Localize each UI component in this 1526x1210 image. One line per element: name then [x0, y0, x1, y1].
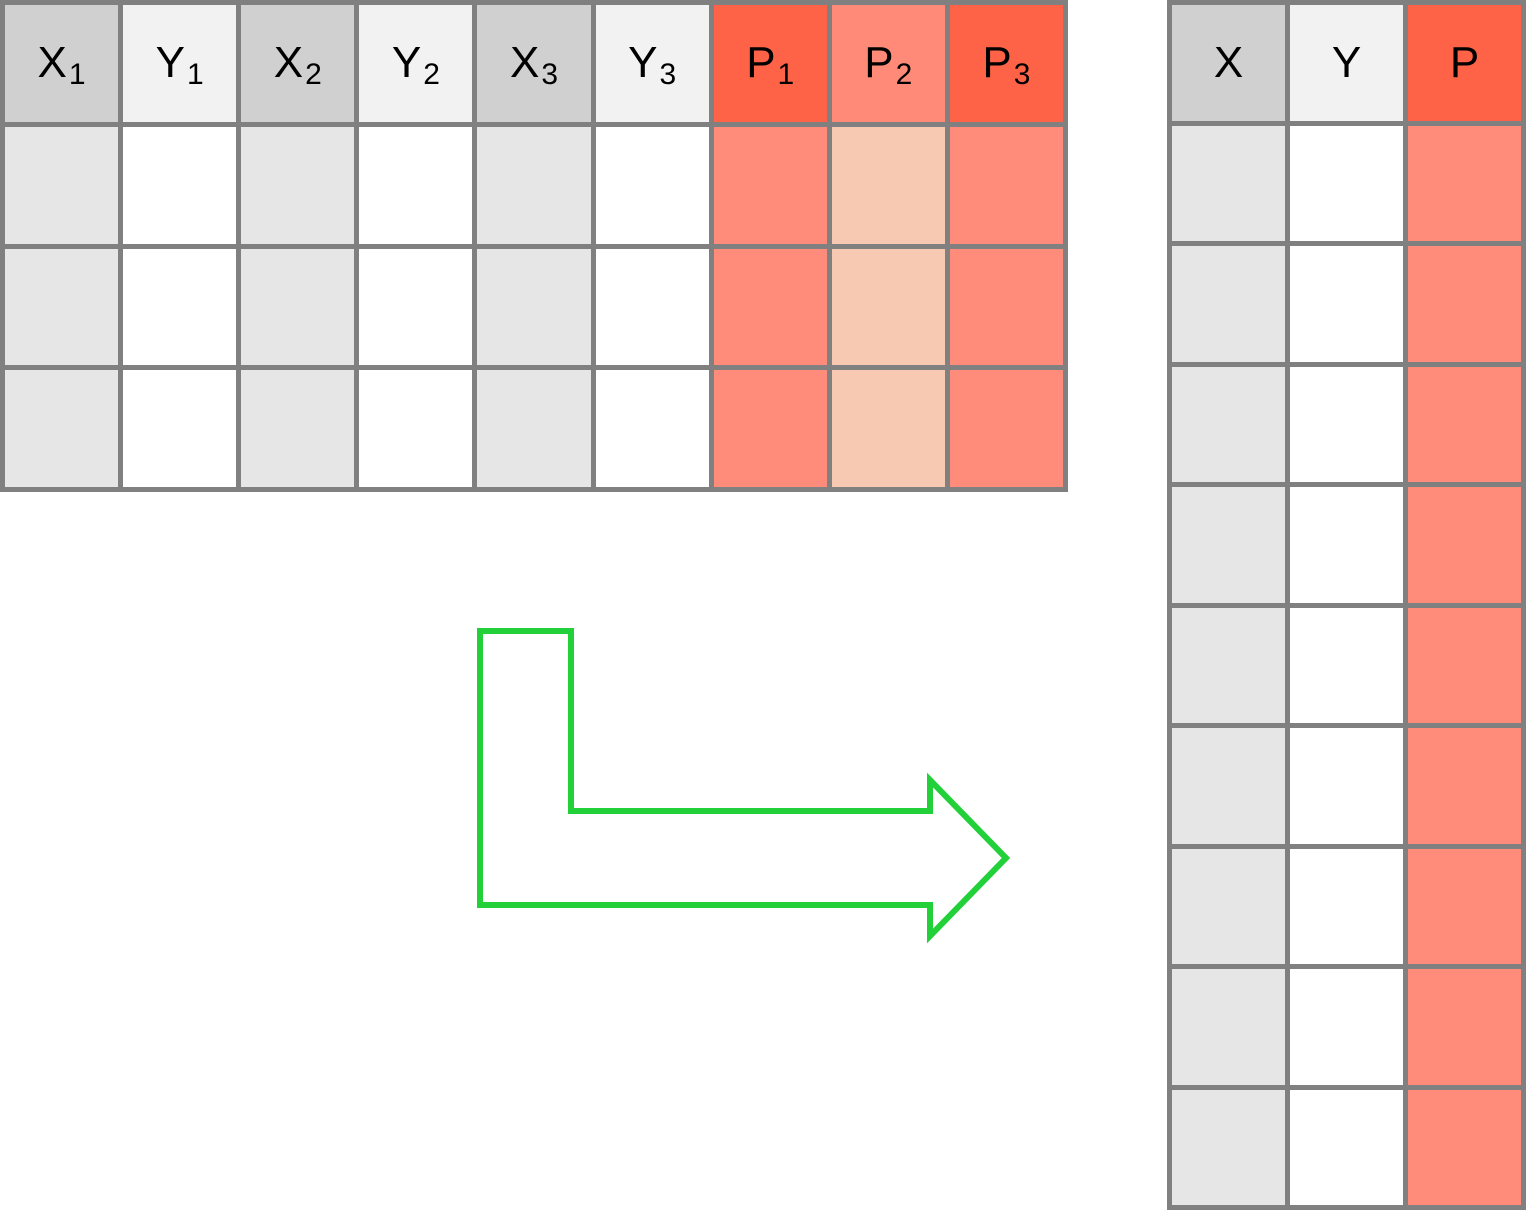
long-cell-p: [1408, 487, 1521, 603]
long-cell-x: [1172, 367, 1285, 483]
wide-header-p1: [714, 5, 827, 122]
long-cell-y: [1290, 728, 1403, 844]
wide-cell-x2: [241, 127, 354, 244]
header-label: X: [273, 38, 304, 88]
long-cell-p: [1408, 849, 1521, 965]
header-subscript: 1: [68, 58, 86, 92]
wide-cell-p1: [714, 249, 827, 366]
wide-cell-y2: [359, 249, 472, 366]
long-cell-p: [1408, 367, 1521, 483]
long-cell-x: [1172, 126, 1285, 242]
wide-header-x2: [241, 5, 354, 122]
header-subscript: 2: [895, 58, 913, 92]
long-cell-p: [1408, 246, 1521, 362]
header-label: P: [1449, 37, 1480, 87]
wide-cell-y2: [359, 127, 472, 244]
wide-cell-x1: [5, 127, 118, 244]
long-cell-p: [1408, 969, 1521, 1085]
header-subscript: 3: [1013, 58, 1031, 92]
wide-cell-x3: [477, 249, 590, 366]
wide-cell-p3: [950, 249, 1063, 366]
long-header-y: [1290, 5, 1403, 121]
header-label: P: [982, 38, 1012, 88]
long-cell-p: [1408, 728, 1521, 844]
long-cell-p: [1408, 608, 1521, 724]
header-subscript: 2: [305, 58, 322, 92]
header-label: P: [864, 38, 894, 88]
wide-cell-x3: [477, 370, 590, 487]
header-subscript: 3: [541, 58, 559, 92]
long-cell-x: [1172, 487, 1285, 603]
header-label: P: [746, 38, 776, 88]
wide-cell-y1: [123, 370, 236, 487]
long-header-x: [1172, 5, 1285, 121]
wide-cell-x1: [5, 370, 118, 487]
wide-cell-x3: [477, 127, 590, 244]
header-subscript: 2: [423, 58, 440, 92]
wide-format-table: [0, 0, 1068, 492]
wide-header-p3: [950, 5, 1063, 122]
bent-arrow-right-icon: [470, 620, 1020, 950]
header-label: Y: [391, 38, 422, 88]
long-cell-x: [1172, 608, 1285, 724]
long-cell-x: [1172, 849, 1285, 965]
wide-cell-p1: [714, 127, 827, 244]
long-cell-y: [1290, 487, 1403, 603]
wide-cell-x2: [241, 370, 354, 487]
header-subscript: 1: [777, 58, 795, 92]
long-cell-y: [1290, 367, 1403, 483]
wide-cell-p2: [832, 127, 945, 244]
long-cell-y: [1290, 969, 1403, 1085]
wide-header-y2: [359, 5, 472, 122]
header-label: X: [1213, 37, 1244, 87]
header-subscript: 3: [659, 58, 677, 92]
wide-cell-y2: [359, 370, 472, 487]
long-cell-p: [1408, 1090, 1521, 1206]
header-subscript: 1: [187, 58, 204, 92]
long-cell-x: [1172, 246, 1285, 362]
wide-header-x1: [5, 5, 118, 122]
header-label: Y: [155, 38, 185, 88]
long-cell-y: [1290, 1090, 1403, 1206]
header-label: X: [37, 38, 67, 88]
wide-header-y1: [123, 5, 236, 122]
long-cell-x: [1172, 1090, 1285, 1206]
long-cell-y: [1290, 126, 1403, 242]
long-format-table: [1167, 0, 1526, 1210]
long-header-p: [1408, 5, 1521, 121]
wide-cell-x1: [5, 249, 118, 366]
wide-cell-y1: [123, 127, 236, 244]
wide-header-y3: [596, 5, 709, 122]
wide-cell-x2: [241, 249, 354, 366]
header-label: X: [509, 38, 540, 88]
header-label: Y: [1331, 37, 1362, 87]
wide-header-p2: [832, 5, 945, 122]
long-cell-y: [1290, 246, 1403, 362]
long-cell-y: [1290, 608, 1403, 724]
wide-cell-y3: [596, 370, 709, 487]
wide-cell-p3: [950, 370, 1063, 487]
wide-cell-y3: [596, 249, 709, 366]
header-label: Y: [628, 38, 658, 88]
long-cell-y: [1290, 849, 1403, 965]
long-cell-x: [1172, 969, 1285, 1085]
wide-cell-p2: [832, 249, 945, 366]
wide-cell-p2: [832, 370, 945, 487]
wide-header-x3: [477, 5, 590, 122]
wide-cell-y1: [123, 249, 236, 366]
wide-cell-p1: [714, 370, 827, 487]
wide-cell-y3: [596, 127, 709, 244]
wide-cell-p3: [950, 127, 1063, 244]
long-cell-p: [1408, 126, 1521, 242]
long-cell-x: [1172, 728, 1285, 844]
